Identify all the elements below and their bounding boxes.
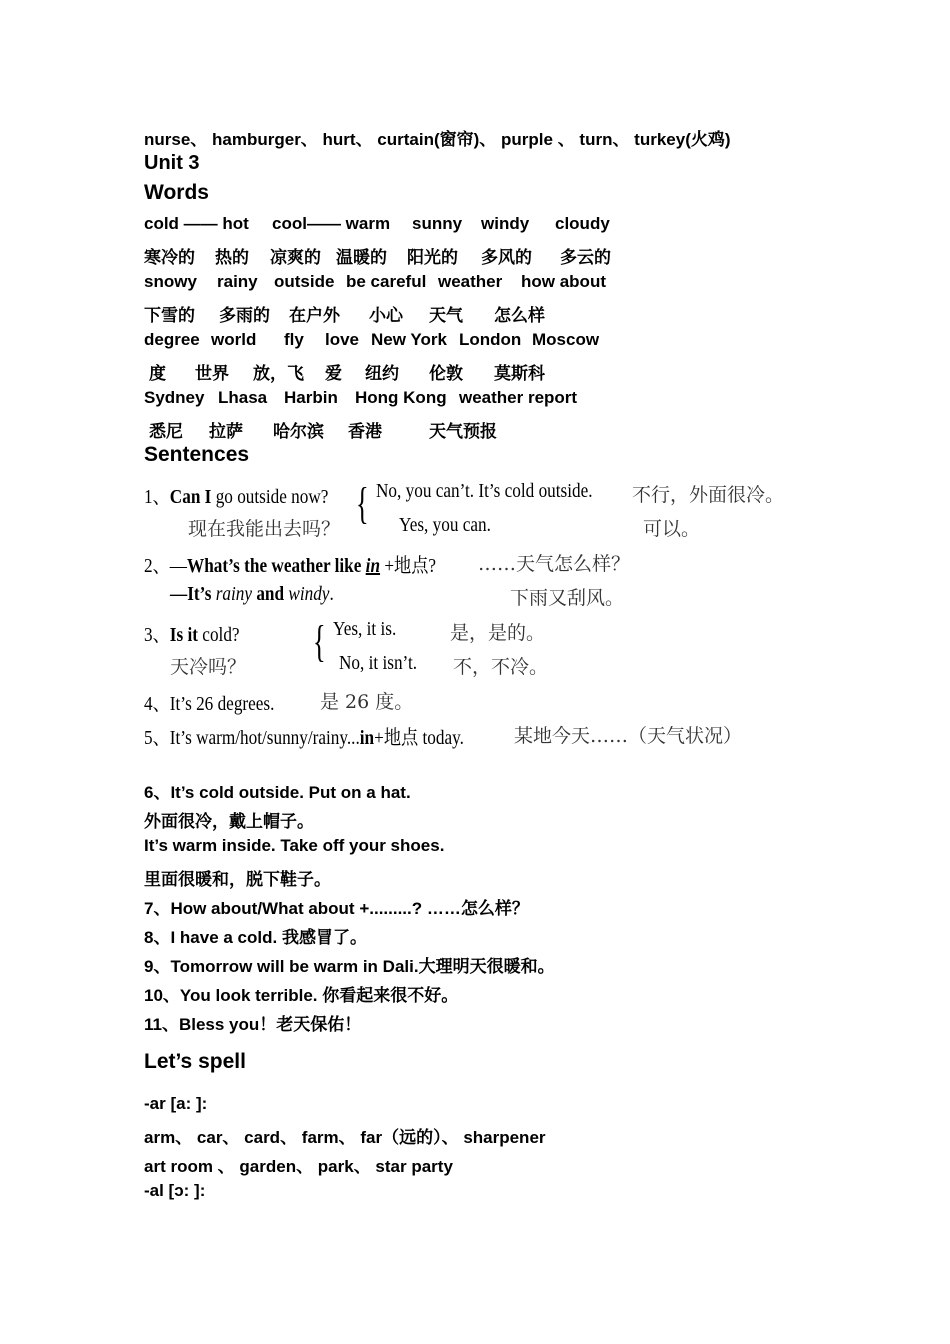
brace: { (313, 617, 326, 666)
word-cn: 香港 (348, 422, 382, 441)
word-cn: 天气预报 (429, 422, 497, 441)
word: London (459, 330, 522, 349)
sentence-4-cn: 是 26 度。 (320, 691, 414, 713)
word: rainy (217, 272, 258, 291)
spell-ar-words-2: art room 、 garden、 park、 star party (144, 1157, 453, 1176)
word: snowy (144, 272, 197, 291)
word: love (325, 330, 360, 349)
sentence-1-answer-yes: Yes, you can. (399, 514, 491, 536)
word-cn: 拉萨 (209, 422, 243, 441)
word: New York (371, 330, 447, 349)
sentence-1-answer-no: No, you can’t. It’s cold outside. (376, 480, 593, 502)
word-cn: 阳光的 (407, 248, 458, 267)
sentence-1-answer-no-cn: 不行，外面很冷。 (632, 484, 785, 506)
sentence-2-answer-cn: 下雨又刮风。 (510, 587, 625, 609)
word-cn: 热的 (215, 248, 249, 267)
word: Lhasa (218, 388, 268, 407)
word-cn: 温暖的 (336, 248, 387, 267)
word-cn: 寒冷的 (144, 248, 195, 267)
sentence-2-question-cn: ……天气怎么样？ (478, 553, 631, 575)
word: be careful (346, 272, 427, 291)
word: windy (481, 214, 530, 233)
sentence-3-answer-no: No, it isn’t. (339, 652, 418, 674)
sentence-11: 11、Bless you！老天保佑！ (144, 1015, 362, 1034)
sentence-4-text: 4、It’s 26 degrees. (144, 693, 275, 715)
word-cn: 天气 (429, 306, 463, 325)
word-cn: 爱 (325, 364, 342, 383)
word-cn: 小心 (369, 306, 403, 325)
sentence-1-question: 1、Can I go outside now? (144, 486, 329, 508)
sentence-10: 10、You look terrible. 你看起来很不好。 (144, 986, 459, 1005)
sentence-5-cn: 某地今天……（天气状况） (514, 725, 743, 747)
word: outside (274, 272, 335, 291)
word-cn: 莫斯科 (494, 364, 545, 383)
word: sunny (412, 214, 463, 233)
word-cn: 在户外 (289, 306, 340, 325)
word: weather report (459, 388, 578, 407)
word-cn: 多风的 (481, 248, 532, 267)
words-title: Words (144, 181, 209, 204)
sentences-title: Sentences (144, 443, 250, 466)
sentence-9: 9、Tomorrow will be warm in Dali.大理明天很暖和。 (144, 957, 555, 976)
spell-al-heading: -al [ɔ: ]: (144, 1181, 206, 1200)
sentence-6: 6、It’s cold outside. Put on a hat. (144, 783, 411, 802)
word: cool—— warm (272, 214, 391, 233)
unit-title: Unit 3 (144, 152, 200, 174)
sentence-1-answer-yes-cn: 可以。 (643, 518, 701, 540)
word: weather (438, 272, 503, 291)
word: fly (284, 330, 304, 349)
sentence-3-answer-no-cn: 不，不冷。 (453, 656, 549, 678)
sentence-3-answer-yes-cn: 是，是的。 (450, 622, 546, 644)
sentence-3-question-cn: 天冷吗？ (170, 656, 247, 678)
spell-title: Let’s spell (144, 1050, 246, 1073)
sentence-2-question: 2、—What’s the weather like in +地点? (144, 555, 437, 577)
word-cn: 放，飞 (253, 364, 304, 383)
word-cn: 哈尔滨 (273, 422, 324, 441)
word: degree (144, 330, 200, 349)
word-cn: 纽约 (365, 364, 399, 383)
sentence-5-text: 5、It’s warm/hot/sunny/rainy...in+地点 today. (144, 727, 464, 749)
spell-ar-words-1: arm、 car、 card、 farm、 far（远的）、 sharpener (144, 1128, 546, 1147)
word-cn: 下雪的 (144, 306, 195, 325)
sentence-6b-cn: 里面很暖和，脱下鞋子。 (144, 870, 331, 889)
sentence-6-cn: 外面很冷，戴上帽子。 (144, 812, 314, 831)
brace: { (356, 479, 369, 528)
sentence-3-answer-yes: Yes, it is. (333, 618, 397, 640)
word-cn: 悉尼 (149, 422, 183, 441)
sentence-8: 8、I have a cold. 我感冒了。 (144, 928, 367, 947)
spell-ar-heading: -ar [a: ]: (144, 1094, 208, 1113)
word-cn: 多雨的 (219, 306, 270, 325)
word: world (211, 330, 257, 349)
word-cn: 怎么样 (494, 306, 545, 325)
sentence-6b: It’s warm inside. Take off your shoes. (144, 836, 445, 855)
word: how about (521, 272, 606, 291)
sentence-7: 7、How about/What about +.........? ……怎么样？ (144, 899, 529, 918)
word-cn: 凉爽的 (270, 248, 321, 267)
word-cn: 度 (149, 364, 166, 383)
word: Sydney (144, 388, 205, 407)
word: cloudy (555, 214, 610, 233)
word: Harbin (284, 388, 338, 407)
word: Moscow (532, 330, 600, 349)
intro-line: nurse、 hamburger、 hurt、 curtain(窗帘)、 purple 、 turn、 turkey(火鸡) (144, 130, 731, 149)
sentence-2-answer: —It’s rainy and windy. (170, 583, 334, 605)
word-cn: 世界 (195, 364, 229, 383)
word-cn: 多云的 (560, 248, 611, 267)
sentence-1-question-cn: 现在我能出去吗？ (188, 518, 341, 540)
sentence-3-question: 3、Is it cold? (144, 624, 240, 646)
word-cn: 伦敦 (429, 364, 463, 383)
word: Hong Kong (355, 388, 447, 407)
word: cold —— hot (144, 214, 249, 233)
